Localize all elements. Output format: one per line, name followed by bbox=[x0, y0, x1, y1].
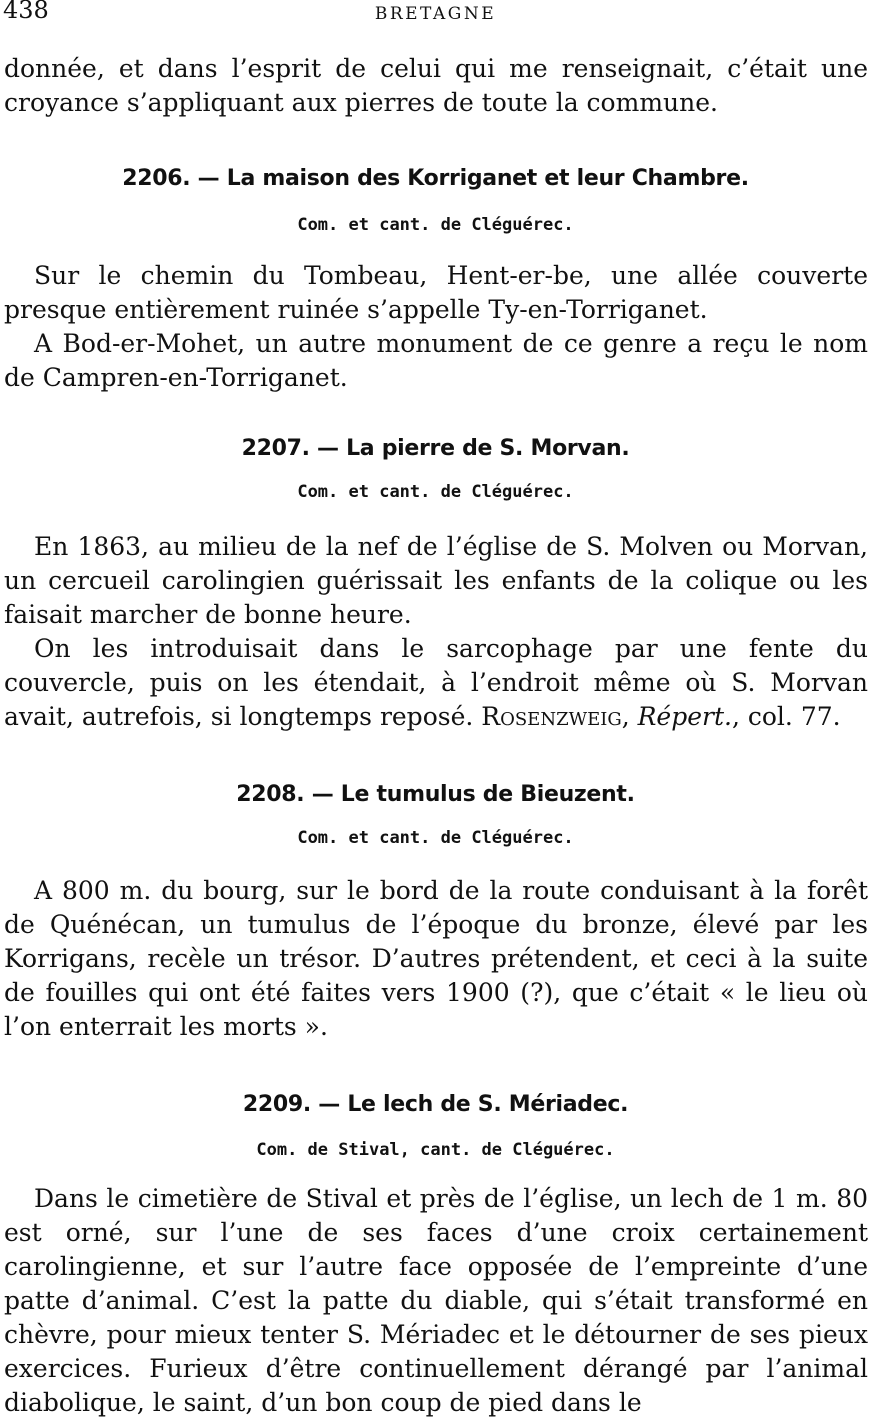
intro-paragraph: donnée, et dans l’esprit de celui qui me renseignait, c’était une croyance s’appliquant aux pierres de toute la commune. bbox=[4, 54, 868, 117]
section-2209-location: Com. de Stival, cant. de Cléguérec. bbox=[256, 1140, 615, 1160]
section-2209-body bbox=[4, 1182, 868, 1420]
running-title: BRETAGNE bbox=[374, 4, 497, 24]
paragraph-text: On les introduisait dans le sarcophage par une fente du couvercle, puis on les étendait, à l’endroit même où S. Morvan avait, autrefois, si longtemps reposé. bbox=[4, 634, 868, 731]
section-2206-body bbox=[4, 259, 868, 395]
paragraph: Sur le chemin du Tombeau, Hent-er-be, une allée couverte presque entièrement ruinée s’appelle Ty-en-Torriganet. bbox=[4, 261, 868, 324]
section-2208-body bbox=[4, 874, 868, 1044]
running-head bbox=[0, 0, 871, 30]
section-2207-location: Com. et cant. de Cléguérec. bbox=[297, 482, 574, 502]
intro-text bbox=[4, 52, 868, 120]
section-2209-heading: 2209. — Le lech de S. Mériadec. bbox=[242, 1092, 629, 1117]
section-2208-heading: 2208. — Le tumulus de Bieuzent. bbox=[236, 782, 635, 807]
paragraph: En 1863, au milieu de la nef de l’église de S. Molven ou Morvan, un cercueil carolingien guérissait les enfants de la colique ou les faisait marcher de bonne heure. bbox=[4, 532, 868, 629]
paragraph-with-citation bbox=[4, 632, 868, 734]
paragraph: Dans le cimetière de Stival et près de l’église, un lech de 1 m. 80 est orné, sur l’une de ses faces d’une croix certainement carolingienne, et sur l’autre face opposée de l’empreinte d’une patte d’animal. C’est la patte du diable, qui s’était transformé en chèvre, pour mieux tenter S. Mériadec et le détourner de ses pieux exercices. Furieux d’être continuellement dérangé par l’animal diabolique, le saint, d’un bon coup de pied dans le bbox=[4, 1184, 868, 1417]
section-2207-body bbox=[4, 530, 868, 734]
paragraph: A 800 m. du bourg, sur le bord de la route conduisant à la forêt de Quénécan, un tumulus de l’époque du bronze, élevé par les Korrigans, recèle un trésor. D’autres prétendent, et ceci à la suite de fouilles qui ont été faites vers 1900 (?), que c’était « le lieu où l’on enterrait les morts ». bbox=[4, 876, 868, 1041]
section-2206-location: Com. et cant. de Cléguérec. bbox=[297, 215, 574, 235]
paragraph: A Bod-er-Mohet, un autre monument de ce genre a reçu le nom de Campren-en-Torriganet. bbox=[4, 329, 868, 392]
section-2206-heading: 2206. — La maison des Korriganet et leur Chambre. bbox=[122, 166, 749, 191]
page-number: 438 bbox=[3, 0, 49, 24]
citation-work: Répert. bbox=[637, 702, 732, 731]
section-2207-heading: 2207. — La pierre de S. Morvan. bbox=[241, 436, 630, 461]
citation-reference: , col. 77. bbox=[731, 702, 841, 731]
citation-author: Rosenzweig bbox=[481, 702, 622, 731]
citation-separator: , bbox=[621, 702, 638, 731]
section-2208-location: Com. et cant. de Cléguérec. bbox=[297, 828, 574, 848]
